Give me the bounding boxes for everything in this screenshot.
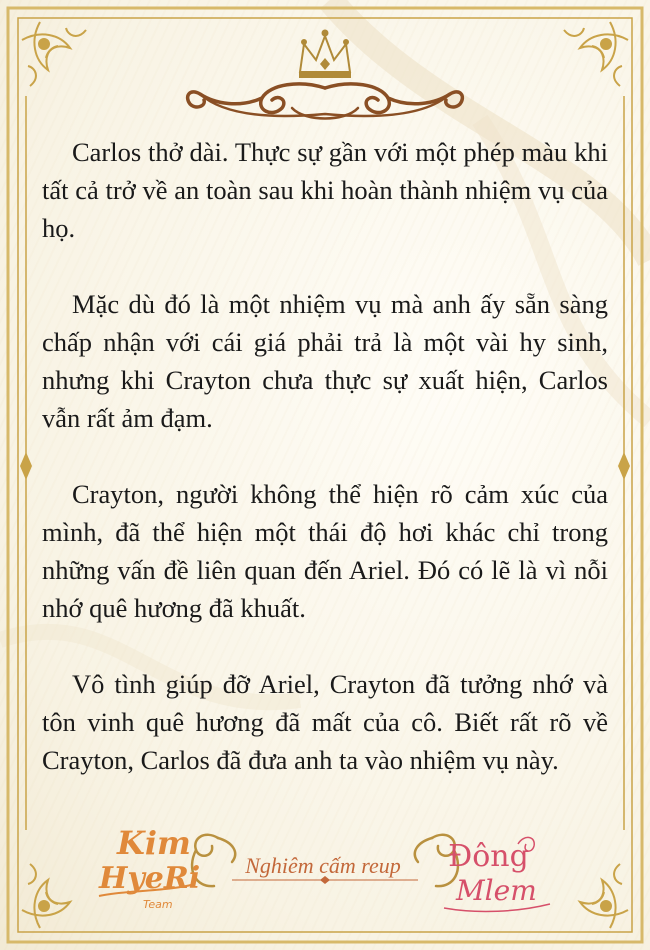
paragraph-3: Crayton, người không thể hiện rõ cảm xúc của mình, đã thể hiện một thái độ hơi khác chỉ trong những vấn đề liên quan đến Ariel. Đó có lẽ là vì nỗi nhớ quê hương đã khuất.	[42, 479, 608, 623]
corner-ornament-top-left	[22, 22, 86, 86]
dong-mlem-logo	[438, 826, 558, 916]
kim-hyeri-team-logo	[95, 818, 207, 914]
top-scroll-ornament	[188, 84, 463, 119]
paragraph-1: Carlos thở dài. Thực sự gần với một phép màu khi tất cả trở về an toàn sau khi hoàn thành nhiệm vụ của họ.	[42, 137, 608, 243]
kim-logo-line2: HyeRi	[99, 861, 201, 896]
kim-logo-line1: Kim	[117, 824, 191, 862]
corner-ornament-top-right	[564, 22, 628, 86]
dong-logo-line2: Mlem	[456, 874, 537, 907]
paragraph-2: Mặc dù đó là một nhiệm vụ mà anh ấy sẵn sàng chấp nhận với cái giá phải trả là một vài hy sinh, nhưng khi Crayton chưa thực sự xuất hiện, Carlos vẫn rất ảm đạm.	[42, 289, 608, 433]
story-text	[42, 133, 608, 817]
dong-logo-line1: Đông	[448, 839, 529, 874]
corner-ornament-bottom-left	[22, 864, 70, 928]
crown-icon	[299, 30, 351, 79]
kim-logo-line3: Team	[143, 898, 173, 911]
no-reupload-notice: Nghiêm cấm reup	[245, 853, 401, 878]
corner-ornament-bottom-right	[580, 864, 628, 928]
paragraph-4: Vô tình giúp đỡ Ariel, Crayton đã tưởng nhớ và tôn vinh quê hương đã mất của cô. Biết rất rõ về Crayton, Carlos đã đưa anh ta vào nhiệm vụ này.	[42, 669, 608, 775]
